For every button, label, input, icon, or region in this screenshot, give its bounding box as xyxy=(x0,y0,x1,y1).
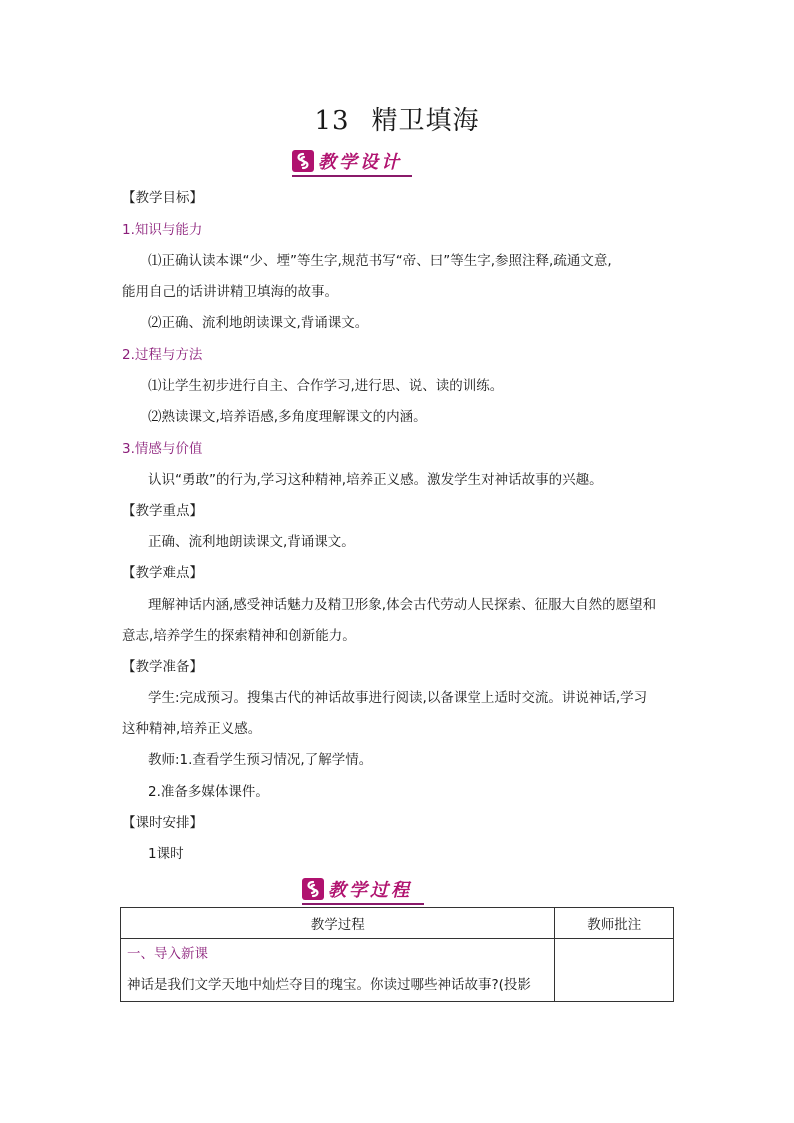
preparation-heading: 【教学准备】 xyxy=(122,659,203,675)
paragraph: 理解神话内涵,感受神话魅力及精卫形象,体会古代劳动人民探索、征服大自然的愿望和 xyxy=(148,597,657,613)
process-cell xyxy=(121,939,555,1002)
intro-subheading: 一、导入新课 xyxy=(127,946,208,962)
banner-label: 教学设计 xyxy=(318,152,402,173)
swirl-logo-icon xyxy=(302,878,324,900)
swirl-logo-icon xyxy=(292,150,314,172)
column-header-process: 教学过程 xyxy=(121,908,555,939)
paragraph: 正确、流利地朗读课文,背诵课文。 xyxy=(148,534,355,550)
paragraph: ⑵正确、流利地朗读课文,背诵课文。 xyxy=(148,315,369,331)
paragraph: 教师:1.查看学生预习情况,了解学情。 xyxy=(148,752,373,768)
paragraph: 2.准备多媒体课件。 xyxy=(148,784,269,800)
paragraph: 1课时 xyxy=(148,846,184,862)
paragraph: ⑴让学生初步进行自主、合作学习,进行思、说、读的训练。 xyxy=(148,378,504,394)
objectives-heading: 【教学目标】 xyxy=(122,190,203,206)
paragraph: 这种精神,培养正义感。 xyxy=(122,721,262,737)
teaching-process-banner xyxy=(302,876,424,905)
difficulties-heading: 【教学难点】 xyxy=(122,565,203,581)
process-table xyxy=(120,907,674,1002)
paragraph: ⑵熟读课文,培养语感,多角度理解课文的内涵。 xyxy=(148,409,427,425)
paragraph: 能用自己的话讲讲精卫填海的故事。 xyxy=(122,284,338,300)
subheading-emotion: 3.情感与价值 xyxy=(122,441,203,457)
schedule-heading: 【课时安排】 xyxy=(122,815,203,831)
key-points-heading: 【教学重点】 xyxy=(122,503,203,519)
paragraph: ⑴正确认读本课“少、堙”等生字,规范书写“帝、曰”等生字,参照注释,疏通文意, xyxy=(148,253,612,269)
paragraph: 意志,培养学生的探索精神和创新能力。 xyxy=(122,628,356,644)
subheading-process: 2.过程与方法 xyxy=(122,347,203,363)
table-row xyxy=(121,939,674,1002)
table-header-row xyxy=(121,908,674,939)
notes-cell xyxy=(555,939,674,1002)
paragraph: 认识“勇敢”的行为,学习这种精神,培养正义感。激发学生对神话故事的兴趣。 xyxy=(148,472,603,488)
lesson-number: 13 xyxy=(314,106,350,136)
banner-label: 教学过程 xyxy=(328,880,412,901)
paragraph: 学生:完成预习。搜集古代的神话故事进行阅读,以备课堂上适时交流。讲说神话,学习 xyxy=(148,690,648,706)
lesson-title xyxy=(0,100,794,137)
teaching-design-banner xyxy=(292,148,412,177)
intro-text: 神话是我们文学天地中灿烂夺目的瑰宝。你读过哪些神话故事?(投影 xyxy=(127,977,531,993)
lesson-title-text: 精卫填海 xyxy=(371,106,480,136)
subheading-knowledge: 1.知识与能力 xyxy=(122,222,203,238)
column-header-notes: 教师批注 xyxy=(555,908,674,939)
